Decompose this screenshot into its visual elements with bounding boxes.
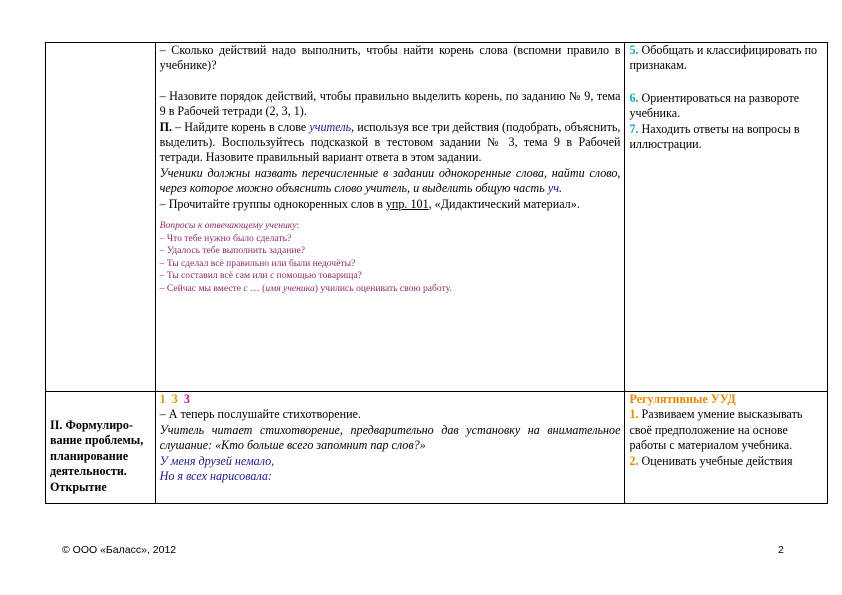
page-number: 2: [778, 544, 784, 556]
stage-heading: II. Формулиро-вание проблемы, планирование деятельности. Открытие: [46, 392, 156, 504]
list-item: – Ты сделал всё правильно или были недочёты?: [159, 257, 356, 269]
spacer: [629, 74, 823, 91]
exercise-reference: упр. 101: [385, 196, 429, 211]
poem-line-2: Но я всех нарисовала:: [159, 469, 272, 484]
marker-3: 3: [183, 392, 190, 406]
table-row: [46, 392, 828, 504]
instruction-paragraph: – Назовите порядок действий, чтобы правильно выделить корень, по заданию № 9, тема 9 в Рабочей тетради (2, 3, 1).: [159, 88, 621, 119]
copyright-footer: © ООО «Баласс», 2012: [62, 544, 177, 556]
reading-text-start: – Прочитайте группы однокоренных слов в: [159, 196, 386, 211]
activity-cell: [155, 43, 625, 392]
stage-cell-empty: [46, 43, 156, 392]
reading-paragraph: [160, 197, 621, 212]
skill-item-5: 5. Обобщать и классифицировать по признакам.: [629, 43, 818, 73]
task-text-end: , используя все три действия (подобрать, объяснить, выделить). Воспользуйтесь подсказкой в тестовом задании № 3, тема 9 в Рабочей тетради. Назовите правильный вариант ответа в этом задании.: [159, 119, 621, 165]
list-item: – Ты составил всё сам или с помощью товарища?: [159, 270, 362, 282]
question-paragraph: – Сколько действий надо выполнить, чтобы найти корень слова (вспомни правило в учебнике)?: [159, 43, 621, 73]
list-item: – Что тебе нужно было сделать?: [159, 232, 292, 244]
skill-item-7: 7. Находить ответы на вопросы в иллюстрации.: [629, 121, 800, 152]
uud-item-1: 1. Развиваем умение высказывать своё предположение на основе работы с материалом учебника.: [629, 407, 803, 453]
expected-answer-paragraph: [160, 166, 621, 197]
expected-answer-text: Ученики должны назвать перечисленные в задании однокоренные слова, найти слово, через которое можно объяснить слово учитель, и выделить общую часть: [159, 165, 621, 196]
marker-1: 1: [159, 392, 166, 406]
task-paragraph: [160, 120, 621, 166]
poem-line-1: У меня друзей немало,: [159, 453, 275, 468]
instruction-line: – А теперь послушайте стихотворение.: [159, 407, 361, 422]
teacher-note: Учитель читает стихотворение, предварительно дав установку на внимательное слушание: «Кто больше всего запомнит пар слов?»: [159, 422, 621, 453]
uud-item-2: 2. Оценивать учебные действия: [629, 453, 793, 468]
spacer: [160, 74, 621, 89]
activity-cell: [155, 392, 625, 504]
task-word: учитель: [309, 119, 352, 134]
skills-cell: [625, 43, 828, 392]
task-label: П.: [159, 119, 173, 134]
questions-title: Вопросы к отвечающему ученику:: [159, 220, 300, 232]
reading-text-end: , «Дидактический материал».: [428, 196, 580, 211]
step-markers: [160, 392, 621, 407]
marker-2: 3: [171, 392, 178, 406]
list-item: – Удалось тебе выполнить задание?: [159, 245, 305, 257]
uud-cell: [625, 392, 828, 504]
expected-answer-end: .: [558, 181, 562, 196]
student-questions-block: [160, 220, 621, 296]
list-item: – Сейчас мы вместе с … (имя ученика) учились оценивать свою работу.: [159, 283, 452, 295]
root-highlight: уч: [547, 181, 559, 196]
task-text-start: – Найдите корень в слове: [172, 119, 310, 134]
skill-item-6: 6. Ориентироваться на развороте учебника.: [629, 90, 800, 121]
table-row: [46, 43, 828, 392]
uud-title: Регулятивные УУД: [629, 392, 736, 406]
lesson-plan-table: [45, 42, 828, 504]
